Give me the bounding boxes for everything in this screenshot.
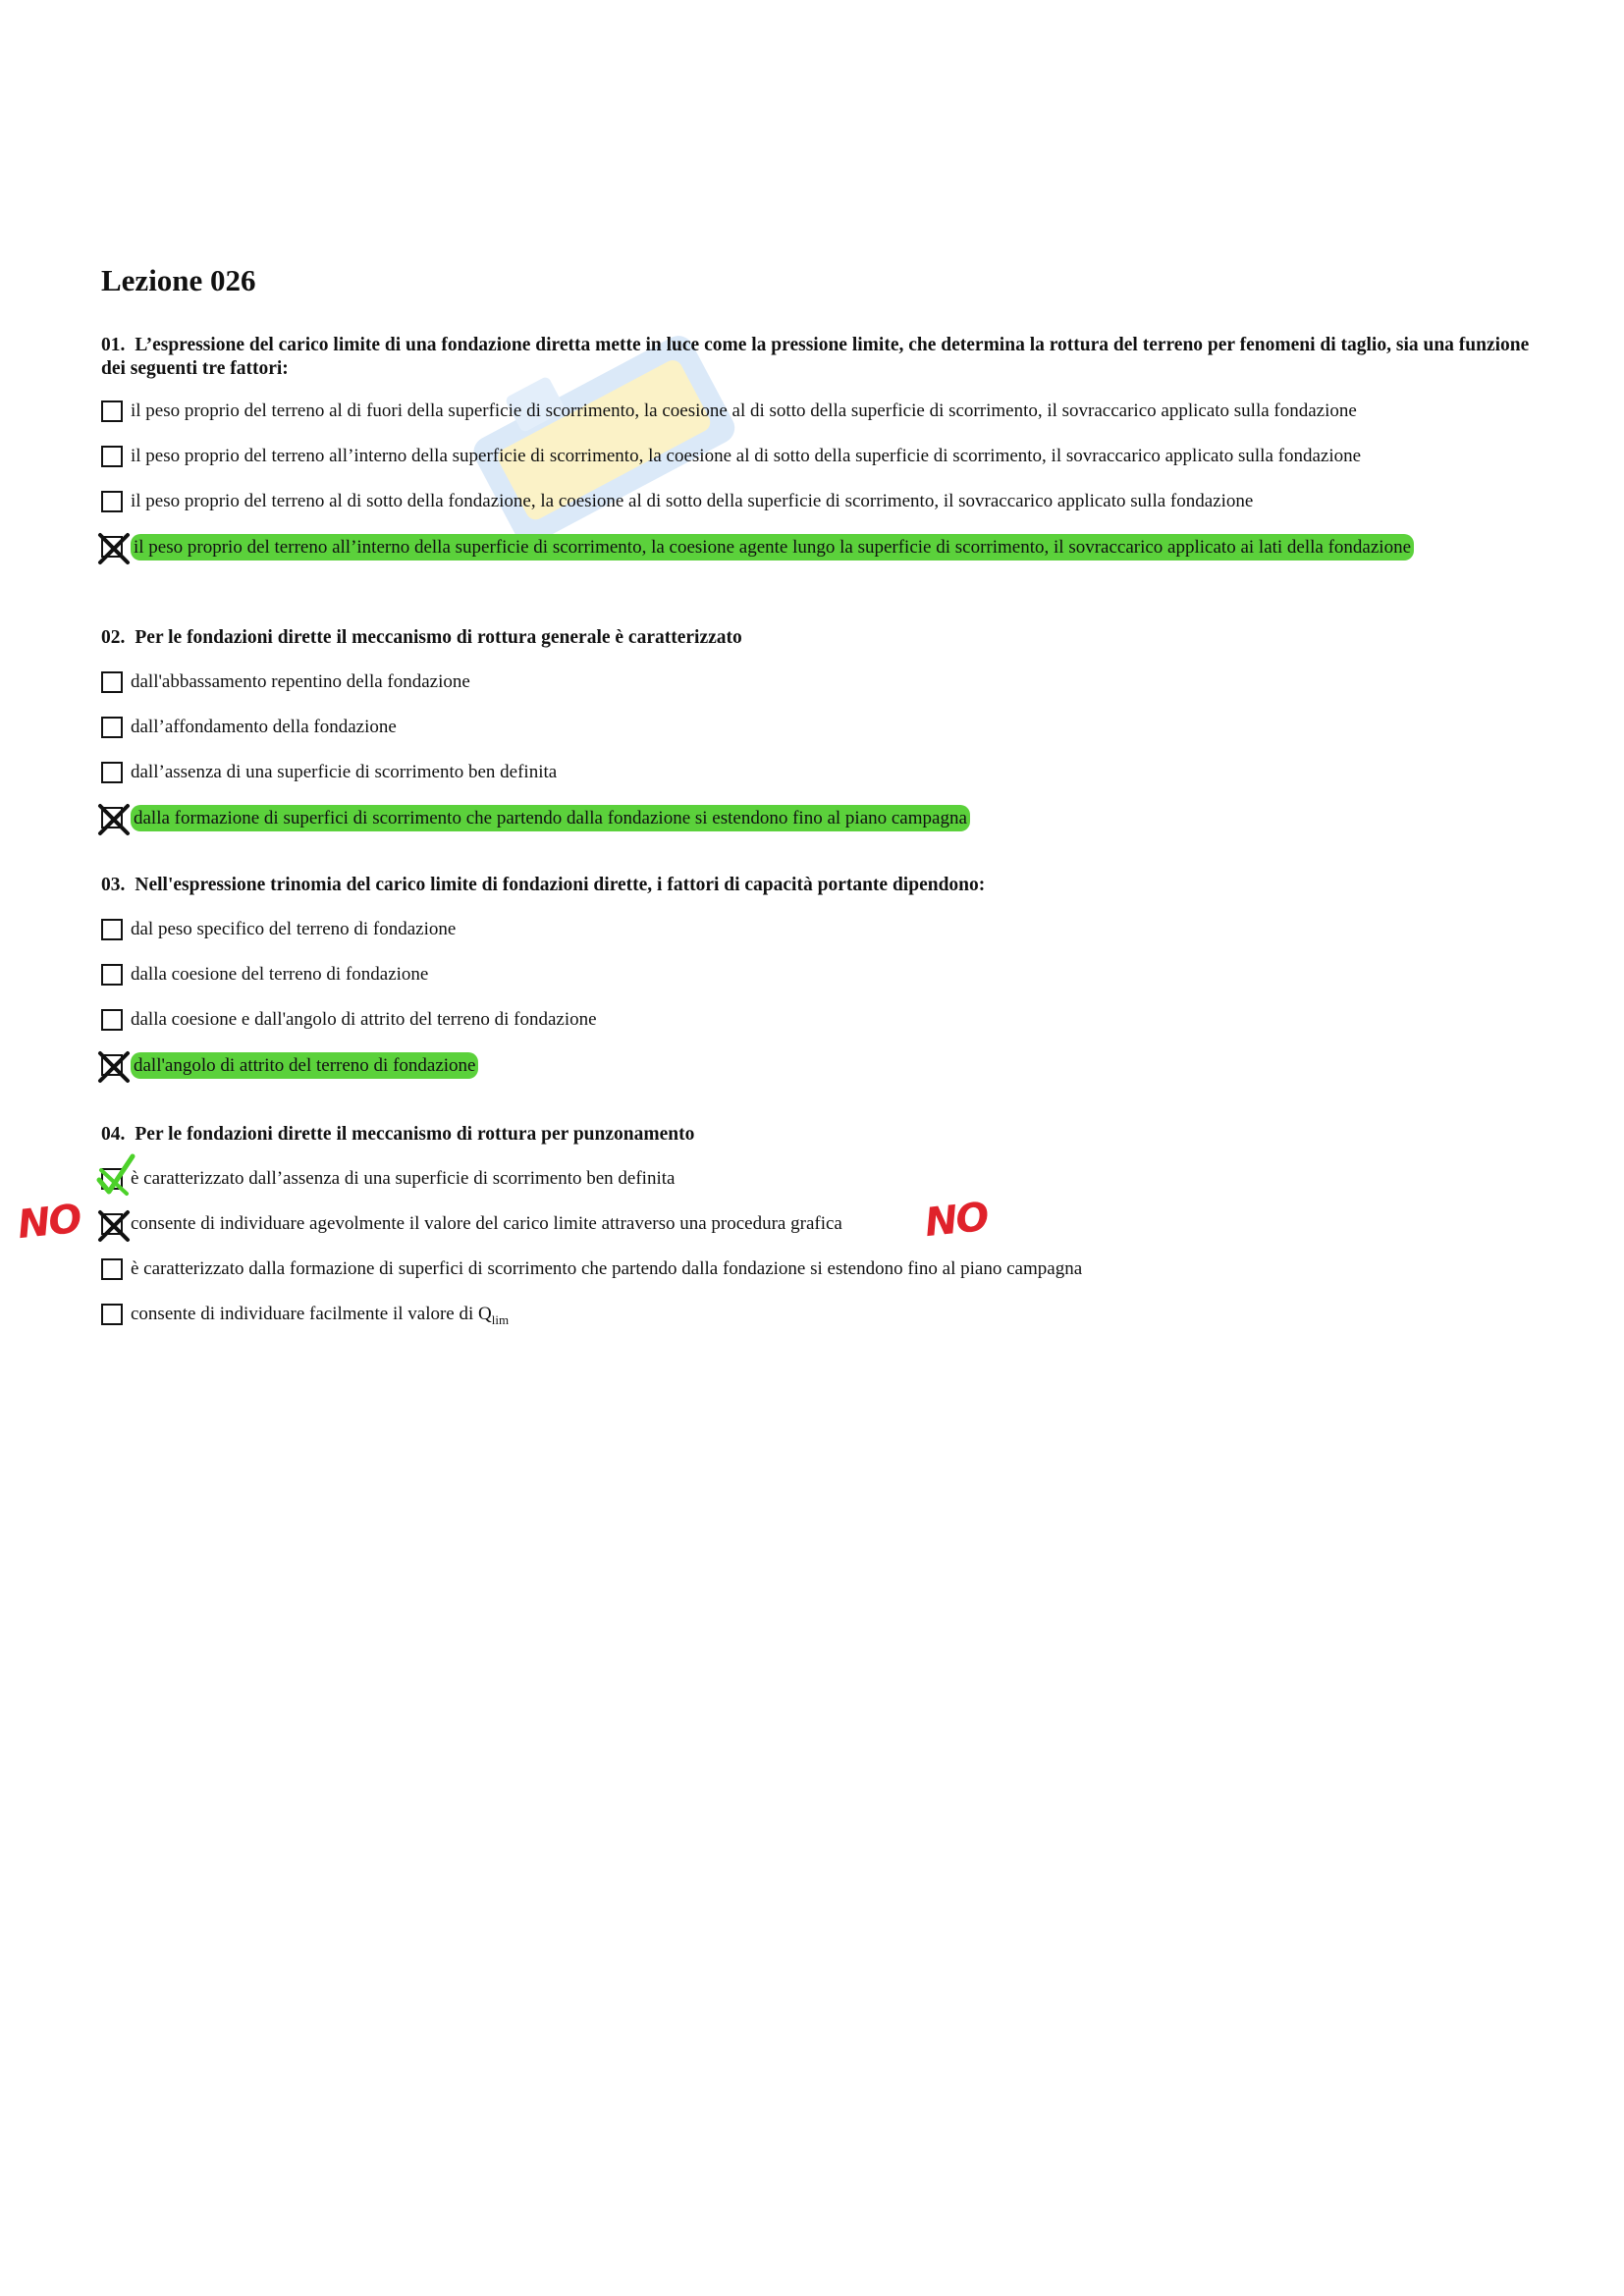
cross-mark-icon	[97, 1209, 131, 1243]
answer-option[interactable]	[101, 962, 1535, 987]
answer-option[interactable]	[101, 1302, 1535, 1332]
checkbox[interactable]	[101, 964, 123, 986]
question-text: Per le fondazioni dirette il meccanismo di rottura per punzonamento	[135, 1124, 695, 1145]
answer-text: dall’affondamento della fondazione	[131, 717, 397, 737]
cross-mark-icon	[97, 803, 131, 836]
question-text: L’espressione del carico limite di una fondazione diretta mette in luce come la pressione limite, che determina la rottura del terreno per fenomeni di taglio, sia una funzione dei seguenti tre fattori:	[101, 335, 1530, 379]
answer-text: dalla coesione del terreno di fondazione	[131, 964, 429, 985]
checkbox[interactable]	[101, 717, 123, 738]
checkbox[interactable]	[101, 919, 123, 940]
answer-option[interactable]	[101, 489, 1535, 513]
checkbox[interactable]	[101, 1258, 123, 1280]
answer-text: è caratterizzato dalla formazione di superfici di scorrimento che partendo dalla fondazione si estendono fino al piano campagna	[131, 1258, 1083, 1279]
question-number: 01.	[101, 335, 126, 355]
question-text: Nell'espressione trinomia del carico limite di fondazioni dirette, i fattori di capacità portante dipendono:	[135, 875, 986, 895]
answer-text-highlighted: dall'angolo di attrito del terreno di fondazione	[131, 1052, 478, 1079]
answer-option[interactable]	[101, 444, 1535, 468]
answer-text: dall’assenza di una superficie di scorrimento ben definita	[131, 762, 558, 782]
checkbox[interactable]	[101, 1168, 123, 1190]
cross-mark-icon	[97, 1050, 131, 1084]
checkbox[interactable]	[101, 671, 123, 693]
answer-option[interactable]	[101, 1256, 1535, 1281]
handwritten-no-right: NO	[922, 1194, 990, 1247]
checkbox-checked[interactable]	[101, 807, 123, 828]
page-title: Lezione 026	[101, 263, 256, 297]
answer-text: consente di individuare agevolmente il valore del carico limite attraverso una procedura grafica	[131, 1213, 842, 1234]
answer-text: dalla coesione e dall'angolo di attrito del terreno di fondazione	[131, 1009, 597, 1030]
checkbox-checked[interactable]	[101, 1213, 123, 1235]
answer-text-highlighted: il peso proprio del terreno all’interno della superficie di scorrimento, la coesione agente lungo la superficie di scorrimento, il sovraccarico applicato ai lati della fondazione	[131, 534, 1414, 561]
answer-option-selected[interactable]	[101, 1052, 1535, 1079]
question-04	[101, 1123, 1535, 1147]
checkbox[interactable]	[101, 400, 123, 422]
checkbox[interactable]	[101, 491, 123, 512]
answer-text	[131, 1302, 509, 1332]
answer-text: il peso proprio del terreno al di sotto della fondazione, la coesione al di sotto della superficie di scorrimento, il sovraccarico applicato sulla fondazione	[131, 491, 1254, 511]
answer-option[interactable]	[101, 1007, 1535, 1032]
question-01	[101, 334, 1535, 381]
answer-option-selected[interactable]	[101, 534, 1466, 561]
question-number: 03.	[101, 875, 126, 895]
checkbox[interactable]	[101, 1304, 123, 1325]
cross-mark-icon	[97, 532, 131, 565]
checkbox-checked[interactable]	[101, 1054, 123, 1076]
checkbox[interactable]	[101, 762, 123, 783]
answer-option[interactable]	[101, 399, 1535, 423]
answer-text: il peso proprio del terreno al di fuori della superficie di scorrimento, la coesione al di sotto della superficie di scorrimento, il sovraccarico applicato sulla fondazione	[131, 400, 1357, 421]
answer-text: il peso proprio del terreno all’interno della superficie di scorrimento, la coesione al di sotto della superficie di scorrimento, il sovraccarico applicato sulla fondazione	[131, 446, 1362, 466]
answer-option[interactable]	[101, 1166, 1535, 1191]
checkbox[interactable]	[101, 446, 123, 467]
question-02	[101, 626, 1535, 650]
question-number: 02.	[101, 627, 126, 648]
answer-option-selected[interactable]	[101, 805, 1535, 831]
green-check-icon	[97, 1164, 131, 1198]
answer-text: dal peso specifico del terreno di fondazione	[131, 919, 457, 939]
checkbox-checked[interactable]	[101, 536, 123, 558]
answer-option-marked-wrong[interactable]	[101, 1211, 1535, 1236]
answer-option[interactable]	[101, 917, 1535, 941]
answer-option[interactable]	[101, 760, 1535, 784]
question-03	[101, 874, 1535, 897]
answer-option[interactable]	[101, 715, 1535, 739]
answer-option[interactable]	[101, 669, 1535, 694]
question-text: Per le fondazioni dirette il meccanismo di rottura generale è caratterizzato	[135, 627, 742, 648]
handwritten-no-left: NO	[15, 1196, 82, 1249]
question-number: 04.	[101, 1124, 126, 1145]
answer-text: è caratterizzato dall’assenza di una superficie di scorrimento ben definita	[131, 1168, 676, 1189]
answer-text-main: consente di individuare facilmente il valore di Q	[131, 1304, 492, 1324]
checkbox[interactable]	[101, 1009, 123, 1031]
answer-text-highlighted: dalla formazione di superfici di scorrimento che partendo dalla fondazione si estendono fino al piano campagna	[131, 805, 970, 831]
answer-text: dall'abbassamento repentino della fondazione	[131, 671, 470, 692]
subscript-lim: lim	[491, 1311, 510, 1327]
